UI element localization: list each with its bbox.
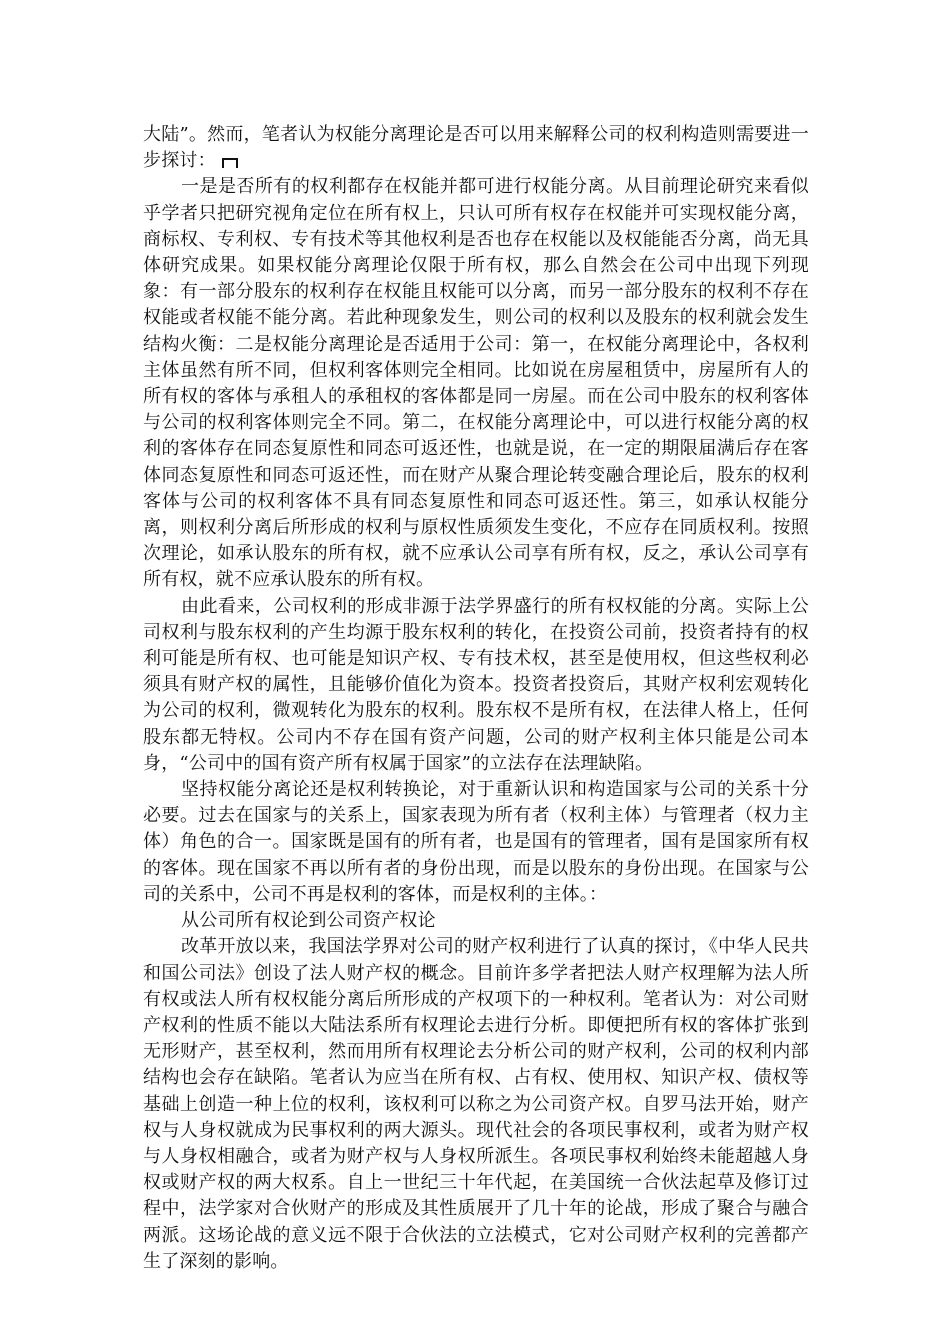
paragraph-company-asset-right: 改革开放以来，我国法学界对公司的财产权利进行了认真的探讨，《中华人民共和国公司法》创设了法人财产权的概念。目前许多学者把法人财产权理解为法人所有权或法人所有权权能分离后所形成的产权项下的一种权利。笔者认为：对公司财产权利的性质不能以大陆法系所有权理论去进行分析。即便把所有权的客体扩张到无形财产，甚至权利，然而用所有权理论去分析公司的财产权利，公司的权利内部结构也会存在缺陷。笔者认为应当在所有权、占有权、使用权、知识产权、债权等基础上创造一种上位的权利，该权利可以称之为公司资产权。自罗马法开始，财产权与人身权就成为民事权利的两大源头。现代社会的各项民事权利，或者为财产权与人身权相融合，或者为财产权与人身权所派生。各项民事权利始终未能超越人身权或财产权的两大权系。自上一世纪三十年代起，在美国统一合伙法起草及修订过程中，法学家对合伙财产的形成及其性质展开了几十年的论战，形成了聚合与融合两派。这场论战的意义远不限于合伙法的立法模式，它对公司财产权利的完善都产生了深刻的影响。: [143, 936, 809, 1272]
paragraph-text: 大陆”。然而，笔者认为权能分离理论是否可以用来解释公司的权利构造则需要进一步探讨：: [143, 124, 809, 172]
paragraph-continuation: [143, 122, 809, 174]
paragraph-power-separation-questions: 一是是否所有的权利都存在权能并都可进行权能分离。从目前理论研究来看似乎学者只把研究视角定位在所有权上，只认可所有权存在权能并可实现权能分离，商标权、专利权、专有技术等其他权利是否也存在权能以及权能能否分离，尚无具体研究成果。如果权能分离理论仅限于所有权，那么自然会在公司中出现下列现象：有一部分股东的权利存在权能且权能可以分离，而另一部分股东的权利不存在权能或者权能不能分离。若此种现象发生，则公司的权利以及股东的权利就会发生结构火衡：二是权能分离理论是否适用于公司：第一，在权能分离理论中，各权利主体虽然有所不同，但权利客体则完全相同。比如说在房屋租赁中，房屋所有人的所有权的客体与承租人的承租权的客体都是同一房屋。而在公司中股东的权利客体与公司的权利客体则完全不同。第二，在权能分离理论中，可以进行权能分离的权利的客体存在同态复原性和同态可返还性，也就是说，在一定的期限届满后存在客体同态复原性和同态可返还性，而在财产从聚合理论转变融合理论后，股东的权利客体与公司的权利客体不具有同态复原性和同态可返还性。第三，如承认权能分离，则权利分离后所形成的权利与原权性质须发生变化，不应存在同质权利。按照次理论，如承认股东的所有权，就不应承认公司享有所有权，反之，承认公司享有所有权，就不应承认股东的所有权。: [143, 176, 809, 591]
document-page: [143, 122, 809, 1275]
paragraph-state-company-relation: 坚持权能分离论还是权利转换论，对于重新认识和构造国家与公司的关系十分必要。过去在国家与的关系上，国家表现为所有者（权利主体）与管理者（权力主体）角色的合一。国家既是国有的所有者，也是国有的管理者，国有是国家所有权的客体。现在国家不再以所有者的身份出现，而是以股东的身份出现。在国家与公司的关系中，公司不再是权利的客体，而是权利的主体。：: [143, 779, 809, 905]
insertion-mark-icon: [222, 158, 238, 168]
paragraph-company-rights-origin: 由此看来，公司权利的形成非源于法学界盛行的所有权权能的分离。实际上公司权利与股东权利的产生均源于股东权利的转化，在投资公司前，投资者持有的权利可能是所有权、也可能是知识产权、专有技术权，甚至是使用权，但这些权利必须具有财产权的属性，且能够价值化为资本。投资者投资后，其财产权利宏观转化为公司的权利，微观转化为股东的权利。股东权不是所有权，在法律人格上，任何股东都无特权。公司内不存在国有资产问题，公司的财产权利主体只能是公司本身，“公司中的国有资产所有权属于国家”的立法存在法理缺陷。: [143, 595, 809, 774]
section-heading: 从公司所有权论到公司资产权论: [181, 910, 436, 932]
